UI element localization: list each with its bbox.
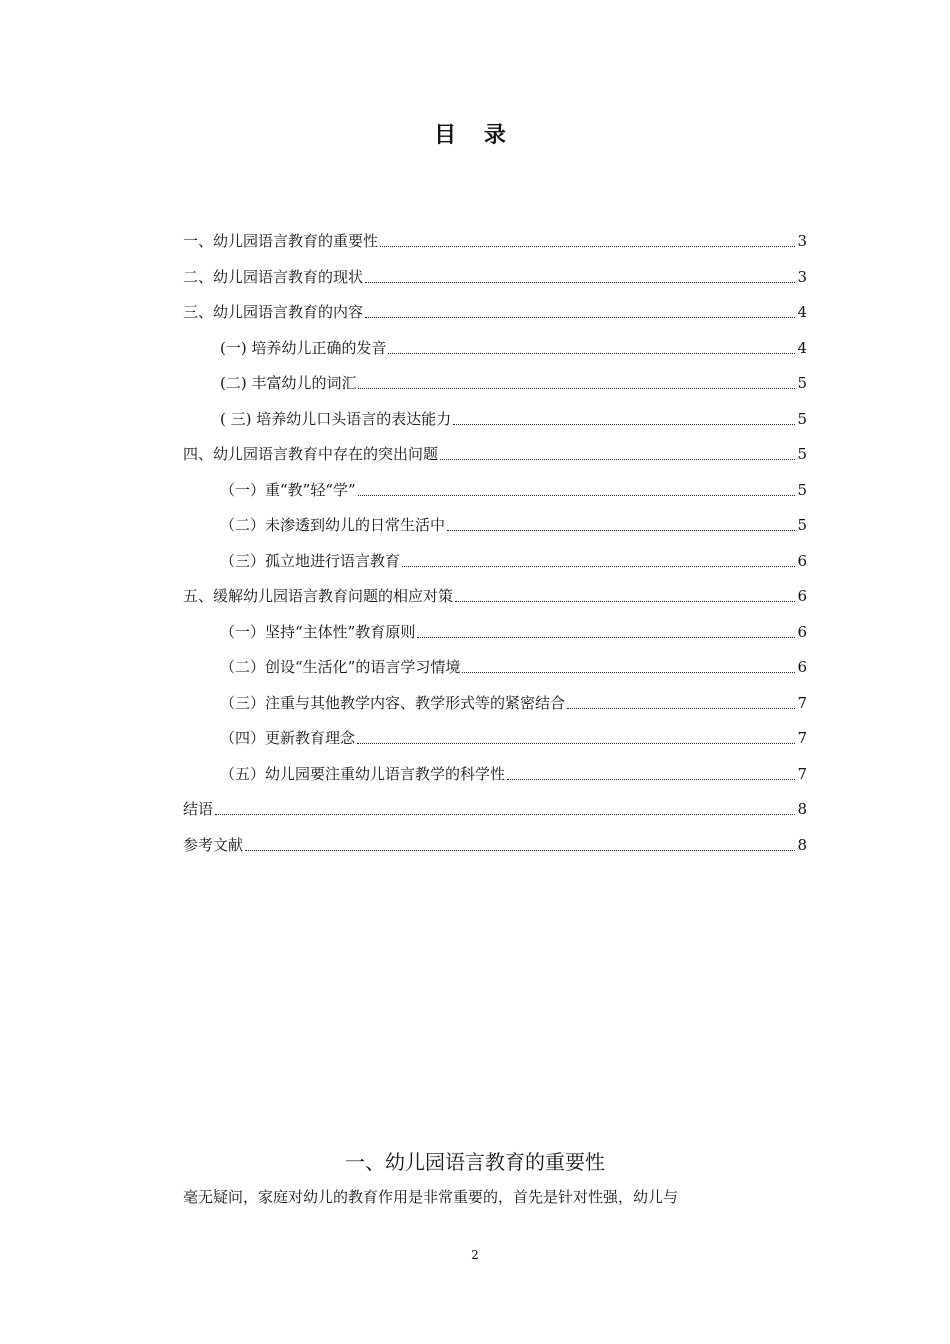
toc-entry[interactable] xyxy=(183,263,807,287)
toc-entry-page: 7 xyxy=(797,693,807,712)
toc-dot-leader xyxy=(245,850,795,851)
toc-entry-text: （二）创设“生活化”的语言学习情境 xyxy=(220,658,461,676)
toc-dot-leader xyxy=(380,246,795,247)
toc-dot-leader xyxy=(402,566,795,567)
toc-entry-text: 五、缓解幼儿园语言教育问题的相应对策 xyxy=(183,587,454,605)
toc-dot-leader xyxy=(388,353,795,354)
toc-dot-leader xyxy=(358,388,795,389)
body-paragraph: 毫无疑问，家庭对幼儿的教育作用是非常重要的，首先是针对性强，幼儿与 xyxy=(183,1188,679,1206)
toc-entry[interactable] xyxy=(220,724,807,748)
toc-entry-page: 6 xyxy=(797,551,807,570)
toc-entry[interactable] xyxy=(220,689,807,713)
toc-dot-leader xyxy=(447,530,795,531)
toc-entry-page: 7 xyxy=(797,729,807,747)
toc-entry[interactable] xyxy=(220,547,807,571)
toc-entry-text: 参考文献 xyxy=(183,835,244,854)
toc-entry[interactable] xyxy=(183,795,807,819)
toc-entry[interactable] xyxy=(220,405,807,429)
toc-dot-leader xyxy=(365,317,795,318)
toc-entry-text: 三、幼儿园语言教育的内容 xyxy=(183,303,364,321)
toc-entry-page: 8 xyxy=(797,800,807,818)
toc-entry[interactable] xyxy=(220,369,807,393)
toc-dot-leader xyxy=(462,672,795,673)
toc-entry[interactable] xyxy=(183,227,807,251)
toc-entry-text: 一、幼儿园语言教育的重要性 xyxy=(183,232,379,250)
toc-entry-text: (一) 培养幼儿正确的发音 xyxy=(220,338,387,357)
toc-entry-text: (二) 丰富幼儿的词汇 xyxy=(220,374,357,392)
toc-entry-page: 6 xyxy=(797,658,807,676)
toc-dot-leader xyxy=(215,814,795,815)
toc-entry[interactable] xyxy=(220,476,807,500)
toc-entry-page: 4 xyxy=(797,303,807,321)
toc-entry-page: 7 xyxy=(797,764,807,783)
toc-entry[interactable] xyxy=(183,298,807,322)
toc-entry-page: 6 xyxy=(797,622,807,641)
toc-entry[interactable] xyxy=(220,334,807,358)
toc-entry-page: 5 xyxy=(797,374,807,392)
toc-dot-leader xyxy=(507,779,795,780)
page-number: 2 xyxy=(471,1248,479,1262)
toc-title: 目 录 xyxy=(434,123,516,148)
toc-entry-page: 8 xyxy=(797,835,807,854)
toc-entry[interactable] xyxy=(220,760,807,784)
toc-dot-leader xyxy=(357,743,795,744)
toc-entry-page: 3 xyxy=(797,232,807,250)
toc-dot-leader xyxy=(567,708,795,709)
toc-entry-text: （二）未渗透到幼儿的日常生活中 xyxy=(220,516,446,534)
toc-entry[interactable] xyxy=(183,440,807,464)
toc-entry-text: 二、幼儿园语言教育的现状 xyxy=(183,267,364,286)
toc-entry[interactable] xyxy=(183,831,807,855)
toc-entry-page: 3 xyxy=(797,267,807,286)
toc-entry-text: （四）更新教育理念 xyxy=(220,729,356,747)
toc-entry-text: （三）孤立地进行语言教育 xyxy=(220,551,401,570)
toc-dot-leader xyxy=(453,424,795,425)
toc-entry[interactable] xyxy=(220,511,807,535)
toc-entry-page: 5 xyxy=(797,409,807,428)
toc-dot-leader xyxy=(365,282,795,283)
toc-entry-page: 5 xyxy=(797,445,807,463)
toc-entry-page: 5 xyxy=(797,516,807,534)
toc-entry[interactable] xyxy=(220,618,807,642)
toc-entry[interactable] xyxy=(183,582,807,606)
section-heading: 一、幼儿园语言教育的重要性 xyxy=(345,1150,605,1174)
toc-dot-leader xyxy=(358,495,796,496)
toc-entry-text: ( 三) 培养幼儿口头语言的表达能力 xyxy=(220,409,452,428)
toc-entry-page: 5 xyxy=(797,480,807,499)
toc-entry-text: （一）坚持“主体性”教育原则 xyxy=(220,622,416,641)
toc-entry-text: 结语 xyxy=(183,800,214,818)
toc-entry-page: 6 xyxy=(797,587,807,605)
toc-entry-text: （一）重“教”轻“学” xyxy=(220,480,356,499)
toc-entry-text: （三）注重与其他教学内容、教学形式等的紧密结合 xyxy=(220,693,566,712)
toc-dot-leader xyxy=(455,601,795,602)
toc-entry[interactable] xyxy=(220,653,807,677)
toc-dot-leader xyxy=(417,637,795,638)
toc-dot-leader xyxy=(440,459,795,460)
toc-entry-page: 4 xyxy=(797,338,807,357)
toc-entry-text: 四、幼儿园语言教育中存在的突出问题 xyxy=(183,445,439,463)
toc-entry-text: （五）幼儿园要注重幼儿语言教学的科学性 xyxy=(220,764,506,783)
